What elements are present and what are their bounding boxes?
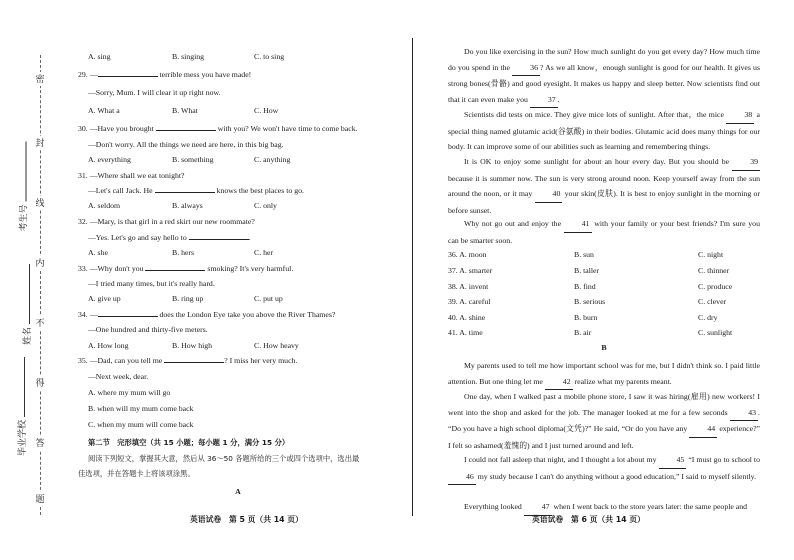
answer-blank: 37 [530,92,558,109]
reply-33: —I tried many times, but it's really hard. [88,279,215,288]
answer-blank: 39 [732,154,760,171]
question-33: 33. —Why don't you smoking? It's very harmful. [78,264,294,273]
reply-34: —One hundred and thirty-five meters. [88,325,208,334]
answer-blank: 46 [448,469,476,486]
option: 36. A. moon [448,250,487,259]
option: C. put up [254,294,283,303]
option: C. produce [698,282,733,291]
answer-blank [98,316,158,317]
answer-blank: 36 [512,60,540,77]
paragraph: Do you like exercising in the sun? How much sunlight do you get every day? How much time do you spend in the 36 ? As we all know，enough sunlight is good for our health. It gives us strong bones(骨骼) and good eyesight. It makes us happy and sleep better. Now scientists find out that it can even make you 37 . [448,44,760,108]
option: B. What [172,106,198,115]
option: B. find [574,282,596,291]
option: 41. A. time [448,328,483,337]
answer-blank [189,239,249,240]
option: B. always [172,201,203,210]
reply-30: —Don't worry. All the things we need are here, in this big bag. [88,140,284,149]
answer-blank: 45 [659,452,687,469]
option: A. What a [88,106,120,115]
answer-blank [98,76,158,77]
option: B. burn [574,313,598,322]
answer-blank: 47 [524,499,552,516]
option: A. where my mum will go [88,388,171,397]
reply-35: —Next week, dear. [88,372,149,381]
option: B. taller [574,266,600,275]
seal-char: 内 [33,256,47,270]
option: C. to sing [254,52,285,61]
answer-blank: 38 [726,107,754,124]
student-name-field: 姓名 [20,264,33,345]
option: 38. A. invent [448,282,489,291]
option: C. when my mum will come back [88,420,194,429]
paragraph: I could not fall asleep that night, and I thought a lot about my 45 “I must go to school to 46 my study because I can't do anything without a good education,” I said to myself silently. [448,452,760,485]
option: C. dry [698,313,718,322]
option: 40. A. shine [448,313,486,322]
footer-page-6: 英语试卷 第 6 页（共 14 页） [532,515,645,524]
option: A. seldom [88,201,121,210]
option: C. How [254,106,279,115]
option: B. something [172,155,214,164]
option: B. hers [172,248,195,257]
option: A. How long [88,341,129,350]
reply-31: —Let's call Jack. He knows the best places to go. [88,186,305,195]
answer-blank: 44 [689,421,717,438]
option: C. night [698,250,724,259]
option: B. sun [574,250,594,259]
binding-margin [0,0,60,560]
answer-blank [164,362,224,363]
option: 39. A. careful [448,297,491,306]
option: A. sing [88,52,111,61]
paragraph: One day, when I walked past a mobile phone store, I saw it was hiring(雇用) new workers! I went into the shop and asked for the job. The manager looked at me for a few seconds 43 . “Do you have a high school diploma(文凭)?” He said, “Or do you have any 44 experience?” I felt so ashamed(羞愧的) and I just turned around and left. [448,392,760,450]
school-field: 毕业学校 [15,357,28,456]
option: B. ring up [172,294,204,303]
option: C. her [254,248,274,257]
option: A. everything [88,155,131,164]
paragraph: Everything looked 47 when I went back to the store years later: the same people and [448,499,760,516]
seal-char: 得 [33,376,47,390]
question-31: 31. —Where shall we eat tonight? [78,171,185,180]
page-divider [412,38,413,516]
answer-blank: 40 [535,186,563,203]
seal-char: 不 [33,316,47,330]
option: B. air [574,328,592,337]
paragraph: My parents used to tell me how important school was for me, but I didn't think so. I paid little attention. But one thing let me 42 realize what my parents meant. [448,358,760,390]
answer-blank: 42 [545,374,573,391]
passage-b-label: B [601,343,607,352]
option: B. How high [172,341,213,350]
question-30: 30. —Have you brought with you? We won't have time to come back. [78,124,358,133]
seal-char: 线 [33,196,47,210]
option: 37. A. smarter [448,266,493,275]
option: C. sunlight [698,328,733,337]
answer-blank [156,130,216,131]
passage-a-label: A [235,487,241,496]
answer-blank: 41 [564,216,592,233]
question-29: 29. — terrible mess you have made! [78,70,252,79]
reply-29: —Sorry, Mum. I will clear it up right now. [88,88,221,97]
option: B. singing [172,52,205,61]
paragraph: Why not go out and enjoy the 41 with your family or your best friends? I'm sure you can be smarter soon. [448,216,760,248]
seal-char: 封 [33,136,47,150]
option: A. she [88,248,108,257]
answer-blank [145,270,205,271]
option: A. give up [88,294,121,303]
option: C. clever [698,297,727,306]
section-2-title: 第二节 完形填空（共 15 小题；每小题 1 分，满分 15 分） [88,438,290,447]
option: C. How heavy [254,341,299,350]
answer-blank [155,192,215,193]
footer-page-5: 英语试卷 第 5 页（共 14 页） [190,515,303,524]
section-2-instructions-cont: 佳选项，并在答题卡上将该项涂黑。 [78,469,195,478]
option: C. anything [254,155,291,164]
exam-number-field: 考生号 [17,141,30,231]
question-34: 34. — does the London Eye take you above the River Thames? [78,310,336,319]
option: B. serious [574,297,606,306]
option: C. only [254,201,277,210]
answer-blank: 43 [730,405,758,422]
seal-char: 答 [33,436,47,450]
section-2-instructions: 阅读下列短文，掌握其大意，然后从 36～50 各题所给的三个或四个选项中，选出最 [88,454,360,463]
option: B. when will my mum come back [88,404,194,413]
question-35: 35. —Dad, can you tell me ? I miss her very much. [78,356,298,365]
paragraph: It is OK to enjoy some sunlight for about an hour every day. But you should be 39 because it is summer now. The sun is very strong around noon. Keep yourself away from the sun around the noon, or it may 40 your skin(皮肤). It is best to enjoy sunlight in the morning or before sunset. [448,154,760,218]
seal-char: 密 [33,72,47,86]
reply-32: —Yes. Let's go and say hello to . [88,233,251,242]
option: C. thinner [698,266,730,275]
seal-char: 题 [33,492,47,506]
question-32: 32. —Mary, is that girl in a red skirt our new roommate? [78,217,255,226]
paragraph: Scientists did tests on mice. They give mice lots of sunlight. After that，the mice 38 a special thing named glutamic acid(谷氨酸) in their bodies. Glutamic acid does many things for our body. It can improve some of our abilities such as learning and remembering things. [448,107,760,155]
